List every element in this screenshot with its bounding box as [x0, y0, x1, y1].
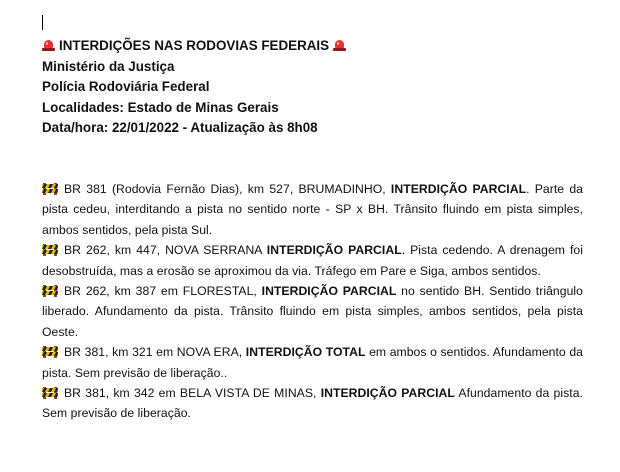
entry-location: BR 381, km 321 em NOVA ERA,	[64, 345, 246, 360]
construction-barrier-icon	[42, 284, 58, 297]
text-cursor	[42, 15, 43, 30]
entry-location: BR 381 (Rodovia Fernão Dias), km 527, BRUMADINHO,	[64, 182, 391, 196]
police-siren-icon	[42, 39, 55, 51]
construction-barrier-icon	[42, 386, 58, 399]
ministry-line: Ministério da Justiça	[42, 58, 175, 74]
closure-entry	[42, 240, 583, 281]
entry-details: Afundamento da pista. Sem previsão de liberação.	[42, 386, 583, 421]
construction-barrier-icon	[42, 243, 58, 256]
entry-status: INTERDIÇÃO PARCIAL	[390, 182, 527, 196]
construction-barrier-icon	[42, 182, 58, 195]
entry-status: INTERDIÇÃO PARCIAL	[261, 284, 397, 299]
entry-details: . Parte da pista cedeu, interditando a pista no sentido norte - SP x BH. Trânsito fluindo em pista simples, ambos sentidos, pela pista Sul.	[42, 182, 583, 237]
entry-location: BR 262, km 447, NOVA SERRANA	[64, 243, 267, 258]
document-title-line	[42, 36, 602, 57]
closure-entry	[42, 179, 583, 240]
closure-entry	[42, 342, 583, 383]
closure-entry	[42, 383, 583, 424]
closure-list	[42, 179, 583, 424]
document-header	[42, 36, 602, 139]
entry-status: INTERDIÇÃO PARCIAL	[320, 386, 455, 401]
entry-status: INTERDIÇÃO TOTAL	[245, 345, 366, 360]
agency-line: Polícia Rodoviária Federal	[42, 79, 210, 95]
entry-status: INTERDIÇÃO PARCIAL	[266, 243, 402, 258]
construction-barrier-icon	[42, 345, 58, 358]
document-title: INTERDIÇÕES NAS RODOVIAS FEDERAIS	[59, 38, 330, 53]
entry-location: BR 381, km 342 em BELA VISTA DE MINAS,	[64, 386, 321, 401]
datetime-line: Data/hora: 22/01/2022 - Atualização às 8h08	[42, 120, 318, 136]
entry-location: BR 262, km 387 em FLORESTAL,	[64, 284, 262, 299]
police-siren-icon	[333, 39, 346, 51]
entry-details: no sentido BH. Sentido triângulo liberado. Afundamento da pista. Trânsito fluindo em pista simples, ambos sentidos, pela pista Oeste.	[42, 284, 583, 339]
entry-details: . Pista cedendo. A drenagem foi desobstruída, mas a erosão se aproximou da via. Tráfego em Pare e Siga, ambos sentidos.	[42, 243, 583, 278]
entry-details: em ambos o sentidos. Afundamento da pista. Sem previsão de liberação..	[42, 345, 583, 380]
closure-entry	[42, 281, 583, 342]
locations-line: Localidades: Estado de Minas Gerais	[42, 99, 279, 115]
